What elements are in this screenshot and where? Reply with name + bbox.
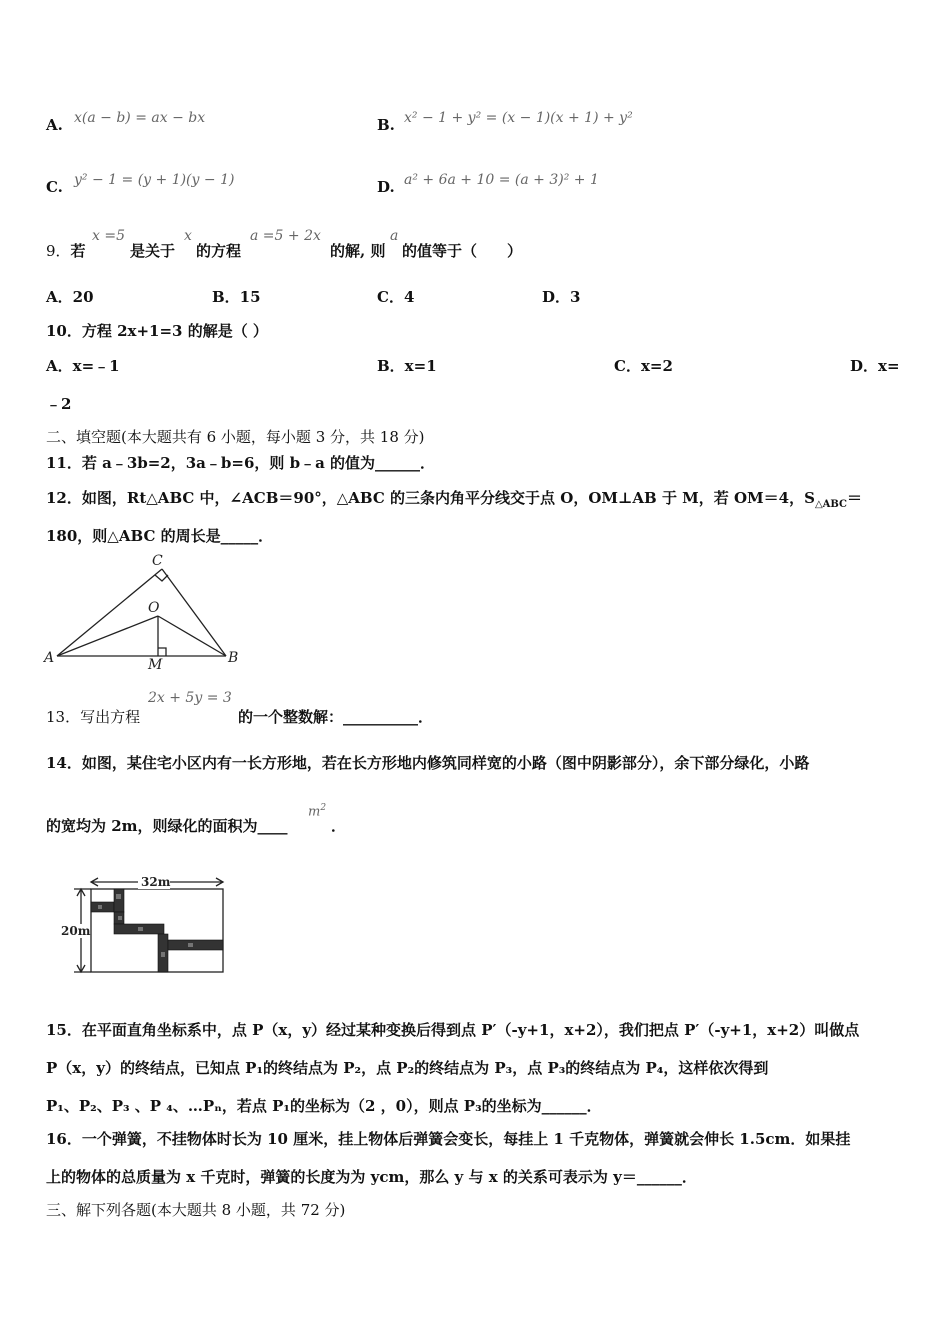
line-ob [158,616,226,656]
line-ao [57,616,158,656]
path-segment [114,889,124,912]
question-12-line-2: 180，则△ABC 的周长是_____． [46,527,274,545]
question-14-line-2: 的宽均为 2m，则绿化的面积为____ [46,817,288,835]
side-ac [57,569,162,656]
q10-option-a: A．x=﹣1 [46,357,120,375]
width-label: 32m [141,875,171,889]
question-number: 9． [46,242,71,260]
q10-option-b: B．x=1 [377,357,437,375]
q9-text-5: 的值等于（ ） [402,242,523,260]
question-12-line-1 [46,487,862,510]
q14-unit [308,803,326,819]
label-a: A [44,650,55,666]
q9-option-b: B．15 [212,288,261,306]
label-b: B [228,650,239,666]
q9-text-1: 若 [70,242,86,260]
section-3-heading: 三、解下列各题(本大题共 8 小题，共 72 分) [46,1201,346,1219]
q9-text-3: 的方程 [196,242,242,260]
unit-sup: 2 [320,803,327,813]
question-13-text-1 [46,706,140,727]
q12-text: 12．如图，Rt△ABC 中，∠ACB＝90°，△ABC 的三条内角平分线交于点 O，OM⊥AB 于 M，若 OM＝4，S [46,489,815,507]
q14-period: ． [331,817,347,835]
question-15-line-2: P（x，y）的终结点，已知点 P₁的终结点为 P₂，点 P₂的终结点为 P₃，点 P₃的终结点为 P₄，这样依次得到 [46,1059,769,1077]
question-14-line-1: 14．如图，某住宅小区内有一长方形地，若在长方形地内修筑同样宽的小路（图中阴影部分），余下部分绿化，小路 [46,754,810,772]
question-13-text-2: 的一个整数解：__________． [238,708,434,726]
right-angle-m [158,648,166,656]
question-16-line-2: 上的物体的总质量为 x 千克时，弹簧的长度为为 ycm，那么 y 与 x 的关系可表示为 y＝______． [46,1168,697,1186]
option-b-label: B. [377,116,395,134]
q9-text-4: 的解, 则 [330,242,386,260]
question-10: 10．方程 2x+1=3 的解是（ ） [46,322,268,340]
question-16-line-1: 16．一个弹簧，不挂物体时长为 10 厘米，挂上物体后弹簧会变长，每挂上 1 千克物体，弹簧就会伸长 1.5cm．如果挂 [46,1130,851,1148]
q9-option-d: D．3 [542,288,581,306]
option-c-label: C. [46,178,63,196]
q9-option-a: A．20 [46,288,94,306]
option-c-expr: y² − 1 = (y + 1)(y − 1) [74,172,235,188]
path-shaded [91,889,223,972]
option-a-expr: x(a − b) = ax − bx [74,110,206,126]
triangle-figure [40,550,250,672]
q9-math-4: a [390,228,399,244]
label-o: O [148,600,160,616]
q10-option-d-wrap: ﹣2 [46,395,72,413]
q10-option-d: D．x= [850,357,900,375]
side-cb [162,569,226,656]
q13-prefix: 13．写出方程 [46,708,141,726]
question-15-line-1: 15．在平面直角坐标系中，点 P（x，y）经过某种变换后得到点 P′（-y+1，x+2），我们把点 P′（-y+1，x+2）叫做点 [46,1021,860,1039]
option-b-expr: x² − 1 + y² = (x − 1)(x + 1) + y² [404,110,633,126]
label-c: C [152,553,163,569]
rectangle-figure [58,872,228,976]
option-d-label: D. [377,178,395,196]
q9-math-1: x =5 [92,228,125,244]
path-segment [91,902,114,912]
q12-equals: ＝ [846,489,862,507]
option-d-expr: a² + 6a + 10 = (a + 3)² + 1 [404,172,599,188]
q12-subscript: △ABC [814,499,847,510]
q9-math-2: x [184,228,192,244]
question-9 [46,240,86,261]
right-angle-c [155,575,168,581]
q13-equation: 2x + 5y = 3 [148,690,232,706]
q9-option-c: C．4 [377,288,415,306]
q10-option-c: C．x=2 [614,357,673,375]
path-segment [168,940,223,950]
label-m: M [148,657,163,672]
unit-m: m [308,804,321,820]
height-label: 20m [61,924,91,938]
question-15-line-3: P₁、P₂、P₃ 、P ₄、…Pₙ，若点 P₁的坐标为（2 ，0），则点 P₃的坐标为______． [46,1097,602,1115]
section-2-heading: 二、填空题(本大题共有 6 小题，每小题 3 分，共 18 分) [46,428,425,446]
q9-text-2: 是关于 [130,242,176,260]
option-a-label: A. [46,116,63,134]
question-11: 11．若 a﹣3b=2，3a﹣b=6，则 b﹣a 的值为______． [46,454,436,472]
q9-math-3: a =5 + 2x [250,228,321,244]
